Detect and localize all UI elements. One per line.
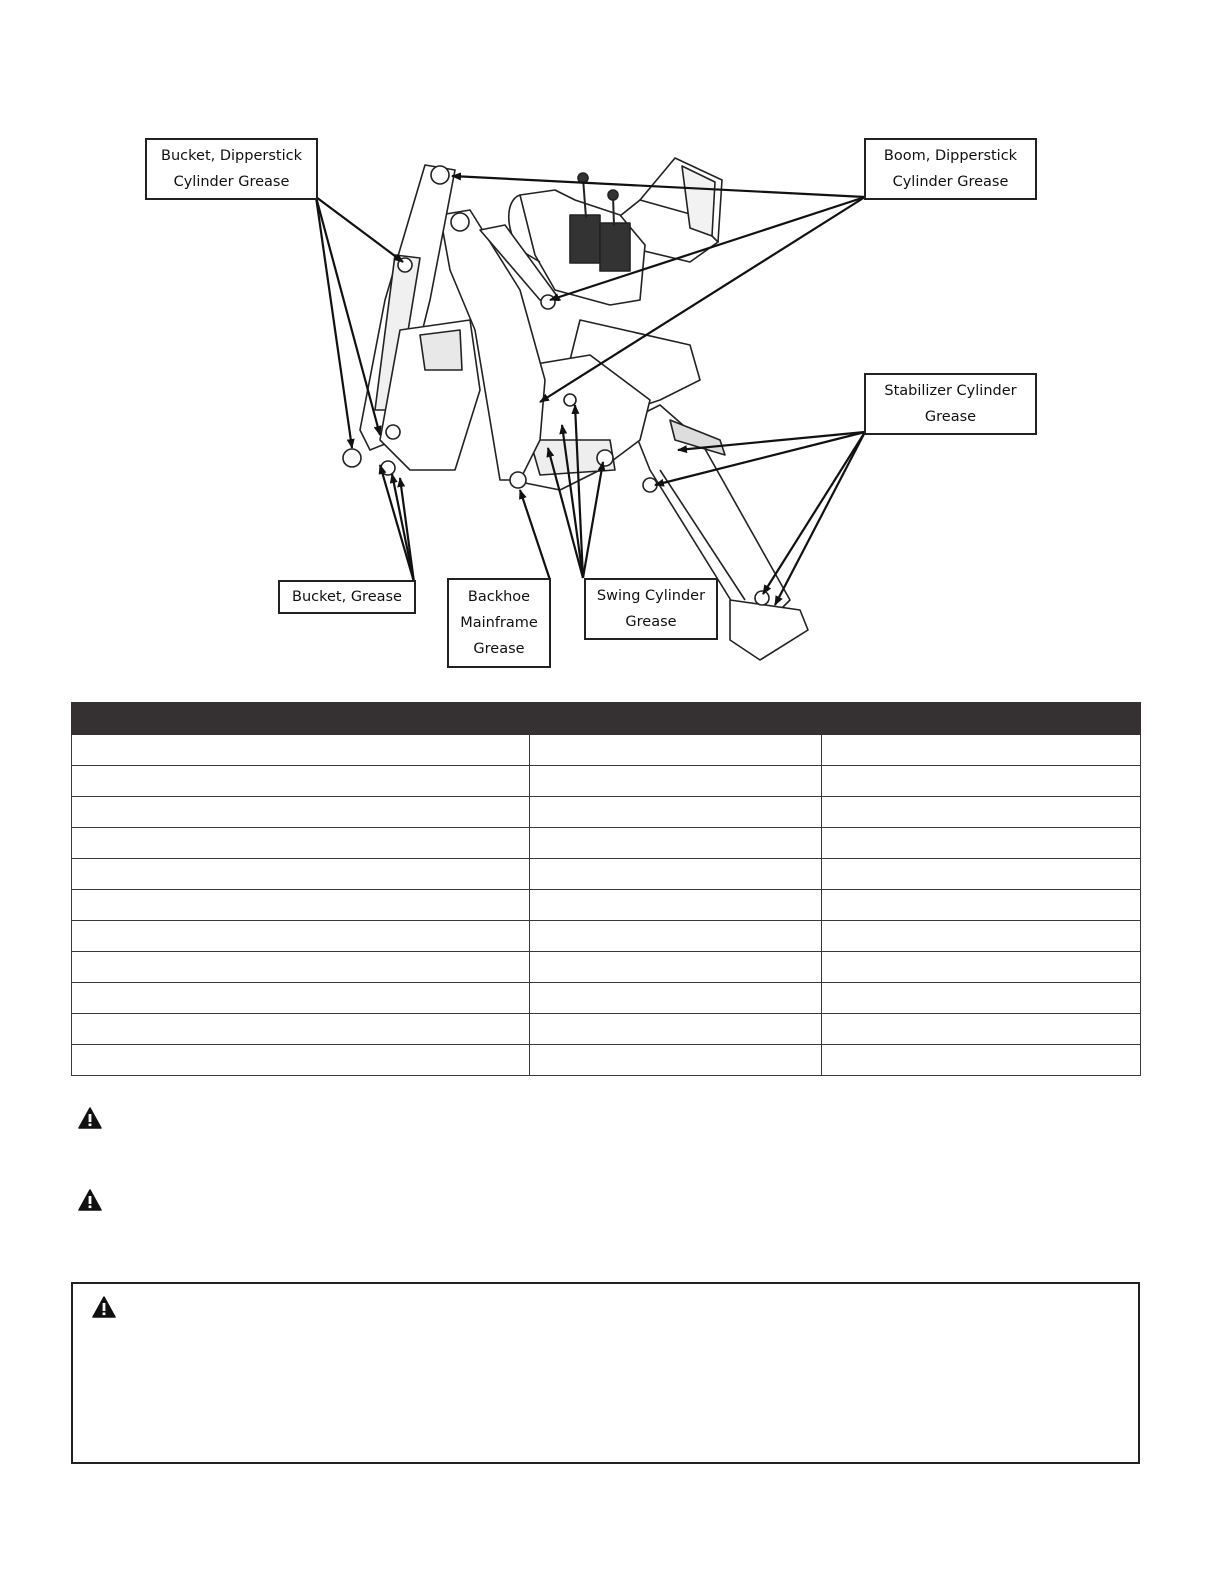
lubrication-table bbox=[71, 702, 1141, 1076]
callout-line: Swing Cylinder bbox=[596, 588, 706, 604]
callout-line: Stabilizer Cylinder bbox=[884, 383, 1017, 399]
table-cell bbox=[822, 1045, 1141, 1076]
table-header-cell bbox=[822, 703, 1141, 735]
callout-line: Grease bbox=[924, 409, 977, 425]
table-cell bbox=[822, 797, 1141, 828]
callout-line: Boom, Dipperstick bbox=[883, 148, 1018, 164]
table-header-row bbox=[72, 703, 1141, 735]
table-cell bbox=[530, 921, 822, 952]
table-row bbox=[72, 797, 1141, 828]
table-cell bbox=[530, 983, 822, 1014]
callout-bucket-dipperstick-cylinder-grease bbox=[145, 138, 318, 200]
table-cell bbox=[822, 983, 1141, 1014]
table-cell bbox=[72, 983, 530, 1014]
table-cell bbox=[72, 1045, 530, 1076]
table-row bbox=[72, 952, 1141, 983]
table-row bbox=[72, 735, 1141, 766]
table-row bbox=[72, 890, 1141, 921]
table-cell bbox=[822, 735, 1141, 766]
table-cell bbox=[530, 797, 822, 828]
table-header-cell bbox=[72, 703, 530, 735]
callout-boom-dipperstick-cylinder-grease bbox=[864, 138, 1037, 200]
table-cell bbox=[822, 1014, 1141, 1045]
callout-bucket-grease bbox=[278, 580, 416, 614]
table-cell bbox=[530, 1014, 822, 1045]
table-cell bbox=[822, 766, 1141, 797]
table-cell bbox=[530, 952, 822, 983]
table-cell bbox=[530, 890, 822, 921]
table-cell bbox=[72, 921, 530, 952]
table-header-cell bbox=[530, 703, 822, 735]
bucket bbox=[343, 320, 480, 475]
table-cell bbox=[72, 952, 530, 983]
table-cell bbox=[530, 859, 822, 890]
callout-stabilizer-cylinder-grease bbox=[864, 373, 1037, 435]
callout-line: Backhoe bbox=[467, 589, 531, 605]
table-cell bbox=[72, 766, 530, 797]
table-cell bbox=[72, 797, 530, 828]
callout-swing-cylinder-grease bbox=[584, 578, 718, 640]
callout-line: Mainframe bbox=[460, 615, 538, 631]
table-row bbox=[72, 766, 1141, 797]
warning-triangle-icon bbox=[78, 1189, 102, 1211]
table-cell bbox=[822, 952, 1141, 983]
table-row bbox=[72, 859, 1141, 890]
table-row bbox=[72, 1014, 1141, 1045]
callout-line: Bucket, Grease bbox=[292, 589, 402, 605]
table-cell bbox=[530, 828, 822, 859]
callout-line: Bucket, Dipperstick bbox=[161, 148, 302, 164]
warning-triangle-icon bbox=[78, 1107, 102, 1129]
table-row bbox=[72, 1045, 1141, 1076]
warning-triangle-icon bbox=[92, 1296, 116, 1318]
table-cell bbox=[822, 859, 1141, 890]
table-cell bbox=[72, 1014, 530, 1045]
callout-line: Grease bbox=[625, 614, 677, 630]
callout-backhoe-mainframe-grease bbox=[447, 578, 551, 668]
table-cell bbox=[530, 1045, 822, 1076]
callout-line: Grease bbox=[473, 641, 525, 657]
table-cell bbox=[72, 828, 530, 859]
table-cell bbox=[72, 735, 530, 766]
table-cell bbox=[822, 921, 1141, 952]
table-cell bbox=[822, 890, 1141, 921]
table-cell bbox=[530, 766, 822, 797]
warning-box bbox=[71, 1282, 1140, 1464]
callout-line: Cylinder Grease bbox=[173, 174, 290, 190]
callout-line: Cylinder Grease bbox=[892, 174, 1009, 190]
table-cell bbox=[72, 859, 530, 890]
table-cell bbox=[822, 828, 1141, 859]
table-row bbox=[72, 921, 1141, 952]
table-row bbox=[72, 983, 1141, 1014]
table-cell bbox=[72, 890, 530, 921]
table-row bbox=[72, 828, 1141, 859]
table-body bbox=[72, 735, 1141, 1076]
table-cell bbox=[530, 735, 822, 766]
